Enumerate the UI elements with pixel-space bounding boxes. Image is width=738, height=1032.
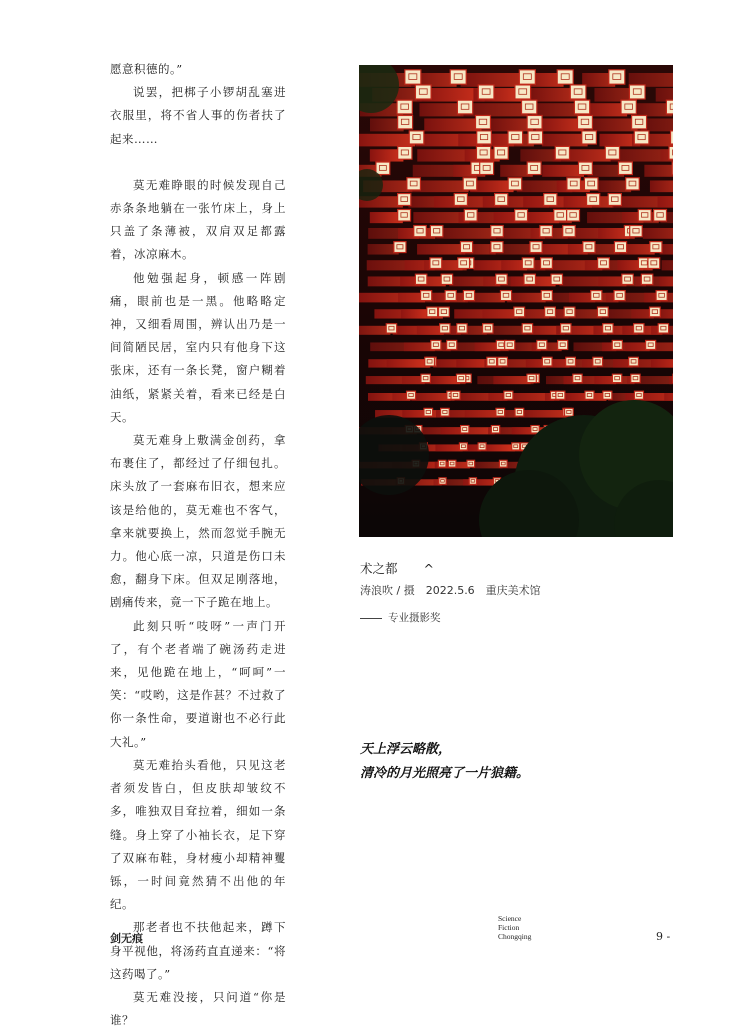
lantern-light	[646, 340, 656, 349]
lantern-light	[605, 146, 619, 159]
lantern-light	[530, 242, 542, 253]
paragraph: 愿意积德的。”	[110, 58, 286, 81]
lantern-beam	[493, 376, 530, 384]
lantern-beam	[658, 196, 673, 207]
lantern-light	[439, 478, 446, 485]
lantern-light	[407, 178, 421, 190]
lantern-light	[566, 357, 576, 366]
lantern-light	[585, 391, 594, 399]
lantern-light	[622, 274, 633, 284]
lantern-light	[505, 340, 515, 349]
lantern-light	[491, 226, 504, 237]
lantern-light	[574, 100, 589, 114]
lantern-beam	[532, 103, 581, 116]
lantern-light	[397, 100, 412, 114]
lantern-light	[398, 115, 413, 128]
lantern-light	[427, 307, 438, 317]
lantern-light	[447, 340, 457, 349]
lantern-beam	[659, 276, 673, 286]
lantern-light	[648, 258, 660, 269]
caption-title-text: 术之都	[360, 561, 398, 576]
lantern-light	[522, 324, 532, 333]
lantern-light	[491, 242, 503, 253]
lantern-beam	[424, 118, 481, 131]
lantern-light	[461, 426, 469, 433]
lantern-light	[499, 460, 507, 467]
lantern-light	[448, 460, 456, 467]
lantern-light	[577, 115, 592, 128]
lantern-light	[515, 209, 528, 221]
lantern-light	[542, 357, 552, 366]
lantern-light	[483, 324, 493, 333]
lantern-light	[522, 100, 537, 114]
lantern-beam	[659, 309, 673, 318]
lantern-light	[609, 70, 625, 84]
magazine-line: Science	[498, 914, 531, 923]
lantern-light	[629, 85, 645, 99]
lantern-beam	[507, 293, 546, 303]
photo-award	[360, 610, 441, 625]
lantern-light	[524, 274, 535, 284]
lantern-light	[498, 357, 508, 366]
lantern-light	[478, 85, 494, 99]
lantern-light	[467, 460, 475, 467]
lantern-light	[456, 374, 465, 382]
lantern-light	[495, 194, 508, 206]
lantern-beam	[656, 88, 673, 102]
lantern-light	[632, 115, 647, 128]
lantern-light	[398, 194, 411, 206]
lantern-light	[496, 408, 505, 416]
lantern-light	[650, 307, 661, 317]
lantern-light	[603, 391, 612, 399]
lantern-light	[541, 258, 553, 269]
lantern-light	[564, 307, 575, 317]
lantern-light	[438, 460, 446, 467]
lantern-light	[608, 194, 621, 206]
lantern-light	[654, 209, 667, 221]
lantern-light	[414, 226, 427, 237]
lantern-light	[671, 131, 673, 144]
lantern-light	[440, 324, 450, 333]
lantern-light	[591, 291, 602, 301]
lantern-beam	[662, 260, 673, 270]
lantern-light	[394, 242, 406, 253]
lantern-beam	[542, 134, 588, 147]
paragraph: 莫无难没接，只问道“你是谁？	[110, 986, 286, 1032]
lantern-light	[514, 307, 525, 317]
lantern-light	[584, 178, 598, 190]
lantern-light	[504, 391, 513, 399]
lantern-light	[567, 209, 580, 221]
lantern-light	[614, 242, 626, 253]
lantern-light	[450, 70, 466, 84]
lantern-light	[476, 146, 490, 159]
lantern-beam	[430, 376, 461, 384]
lantern-light	[459, 443, 467, 450]
lantern-light	[527, 374, 536, 382]
lantern-light	[457, 324, 467, 333]
lantern-light	[407, 391, 416, 399]
lantern-beam	[651, 359, 673, 367]
lantern-light	[598, 258, 610, 269]
lantern-light	[487, 357, 497, 366]
lantern-light	[631, 374, 640, 382]
lantern-light	[541, 291, 552, 301]
lantern-light	[463, 178, 477, 190]
lantern-light	[634, 391, 643, 399]
lantern-light	[476, 115, 491, 128]
lantern-light	[515, 408, 524, 416]
paragraph: 莫无难睁眼的时候发现自己赤条条地躺在一张竹床上，身上只盖了条薄被，双肩双足都露着，冰凉麻木。	[110, 174, 286, 267]
lantern-light	[415, 85, 431, 99]
magazine-line: Fiction	[498, 923, 531, 932]
award-text: 专业摄影奖	[388, 612, 441, 624]
lantern-light	[469, 478, 476, 485]
lantern-light	[612, 340, 622, 349]
lantern-light	[480, 162, 494, 175]
lantern-light	[578, 162, 592, 175]
footer-magazine-name	[498, 914, 531, 941]
lantern-light	[618, 162, 632, 175]
lantern-beam	[590, 118, 638, 131]
lantern-light	[463, 291, 474, 301]
lantern-light	[638, 209, 651, 221]
lantern-light	[515, 85, 531, 99]
section-gap	[110, 151, 286, 174]
lantern-light	[544, 194, 557, 206]
lantern-light	[527, 115, 542, 128]
lantern-light	[441, 408, 450, 416]
lantern-light	[565, 408, 574, 416]
lantern-light	[558, 340, 568, 349]
lantern-light	[556, 391, 565, 399]
lantern-light	[557, 70, 573, 84]
lantern-light	[451, 391, 460, 399]
lantern-light	[583, 242, 595, 253]
lantern-light	[376, 162, 390, 175]
lantern-light	[496, 274, 507, 284]
paragraph: 那老者也不扶他起来，蹲下身平视他，将汤药直直递来：“将这药喝了。”	[110, 916, 286, 986]
lantern-light	[527, 162, 541, 175]
lantern-light	[439, 307, 450, 317]
lantern-beam	[417, 244, 465, 255]
lantern-beam	[520, 410, 568, 418]
lantern-light	[457, 100, 472, 114]
lantern-light	[430, 226, 443, 237]
lantern-light	[386, 324, 396, 333]
lantern-light	[561, 324, 571, 333]
lantern-photo-graphic	[359, 65, 673, 537]
paragraph: 此刻只听“吱呀”一声门开了，有个老者端了碗汤药走进来，见他跪在地上，“呵呵”一笑：“哎哟，这是作甚？不过救了你一条性命，要道谢也不必行此大礼。”	[110, 615, 286, 754]
magazine-line: Chongqing	[498, 932, 531, 941]
lantern-light	[621, 100, 636, 114]
photo-caption-title	[360, 559, 434, 577]
lantern-light	[415, 274, 426, 284]
lantern-light	[587, 194, 600, 206]
lantern-beam	[472, 462, 502, 469]
lantern-beam	[530, 88, 577, 102]
lantern-light	[666, 100, 673, 114]
lantern-light	[634, 131, 649, 144]
lantern-light	[441, 274, 452, 284]
lantern-beam	[542, 165, 584, 177]
lantern-beam	[359, 134, 415, 147]
lantern-beam	[650, 180, 673, 192]
lantern-beam	[643, 228, 673, 239]
lantern-light	[508, 178, 522, 190]
lantern-light	[512, 443, 520, 450]
lantern-light	[460, 242, 472, 253]
lantern-light	[537, 340, 547, 349]
pull-quote-line: 清冷的月光照亮了一片狼籍。	[360, 762, 529, 786]
lantern-light	[554, 209, 567, 221]
lantern-light	[398, 146, 412, 159]
lantern-light	[555, 146, 569, 159]
lantern-beam	[672, 342, 673, 351]
lantern-light	[540, 226, 553, 237]
page-number: 9 -	[656, 930, 670, 943]
pull-quote	[360, 738, 529, 786]
lantern-light	[593, 357, 603, 366]
lantern-light	[672, 162, 673, 175]
lantern-light	[603, 324, 613, 333]
lantern-light	[563, 226, 576, 237]
lantern-light	[398, 209, 411, 221]
lantern-light	[431, 340, 441, 349]
lantern-light	[409, 131, 424, 144]
caret-up-icon: ^	[424, 561, 434, 576]
lantern-light	[421, 291, 432, 301]
lantern-beam	[387, 359, 429, 367]
award-dash	[360, 618, 382, 619]
lantern-light	[630, 226, 643, 237]
lantern-light	[424, 408, 433, 416]
lantern-light	[641, 274, 652, 284]
lantern-beam	[536, 118, 584, 131]
lantern-light	[519, 70, 535, 84]
lantern-light	[528, 131, 543, 144]
pull-quote-line: 天上浮云略散，	[360, 738, 529, 762]
paragraph: 他勉强起身，顿感一阵剧痛，眼前也是一黑。他略略定神，又细看周围，辨认出乃是一间简陋民居，室内只有他身下这张床，还有一条长凳，窗户糊着油纸，紧紧关着，看来已经是白天。	[110, 267, 286, 429]
paragraph: 莫无难身上敷满金创药，拿布裹住了，都经过了仔细包扎。床头放了一套麻布旧衣，想来应该是给他的，莫无难也不客气，拿来就要换上，然而忽觉手腕无力。他心底一凉，只道是伤口未愈，翻身下床。但双足刚落地，剧痛传来，竟一下子跪在地上。	[110, 429, 286, 615]
lantern-light	[656, 291, 667, 301]
lantern-light	[573, 374, 582, 382]
lantern-light	[567, 178, 581, 190]
lantern-light	[445, 291, 456, 301]
lantern-light	[531, 426, 539, 433]
footer-author: 剑无痕	[110, 930, 143, 946]
lantern-beam	[644, 165, 673, 177]
lantern-light	[494, 146, 508, 159]
lantern-light	[464, 209, 477, 221]
lantern-light	[405, 70, 421, 84]
lantern-beam	[436, 228, 496, 239]
lantern-light	[500, 291, 511, 301]
lantern-photo	[359, 65, 673, 537]
lantern-light	[582, 131, 597, 144]
lantern-light	[454, 194, 467, 206]
lantern-light	[478, 443, 486, 450]
lantern-light	[597, 307, 608, 317]
lantern-light	[634, 324, 644, 333]
lantern-light	[551, 274, 562, 284]
article-body	[110, 58, 286, 1032]
lantern-light	[430, 258, 442, 269]
lantern-light	[477, 131, 492, 144]
paragraph: 莫无难抬头看他，只见这老者须发皆白，但皮肤却皱纹不多，唯独双目耷拉着，细如一条缝。身上穿了小袖长衣，足下穿了双麻布鞋，身材瘦小却精神矍铄，一时间竟然猜不出他的年纪。	[110, 754, 286, 916]
lantern-light	[658, 324, 668, 333]
lantern-light	[522, 258, 534, 269]
lantern-beam	[664, 393, 673, 401]
lantern-light	[508, 131, 523, 144]
lantern-light	[491, 426, 499, 433]
lantern-light	[425, 357, 435, 366]
paragraph: 说罢，把梆子小锣胡乱塞进衣服里，将不省人事的伤者扶了起来……	[110, 81, 286, 151]
lantern-light	[612, 374, 621, 382]
lantern-light	[650, 242, 662, 253]
lantern-light	[545, 307, 556, 317]
photo-caption-meta: 涛浪吹 / 摄 2022.5.6 重庆美术馆	[360, 582, 541, 598]
lantern-light	[626, 178, 640, 190]
lantern-light	[614, 291, 625, 301]
lantern-light	[421, 374, 430, 382]
lantern-light	[570, 85, 586, 99]
lantern-light	[458, 258, 470, 269]
lantern-light	[629, 357, 639, 366]
